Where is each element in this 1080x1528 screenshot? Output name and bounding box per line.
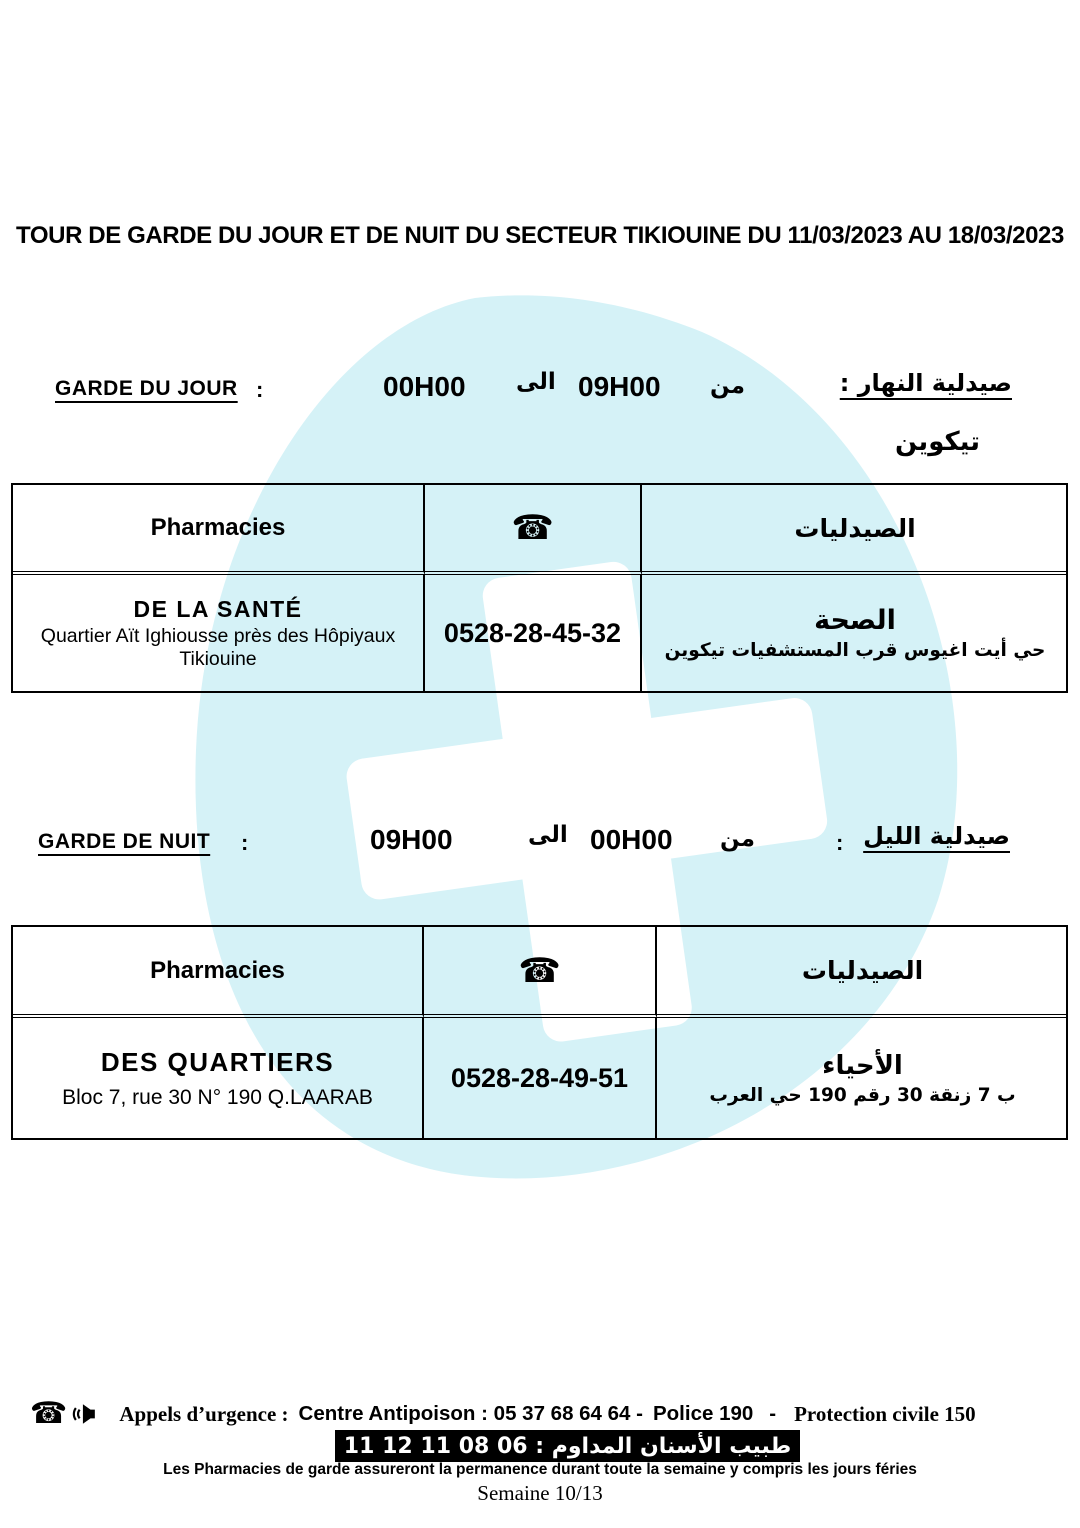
separator-dash: - (769, 1402, 777, 1425)
night-header-phone (424, 927, 657, 1018)
day-row-phone (425, 575, 642, 691)
pharmacy-address-ar: حي أيت اغيوس قرب المستشفيات تيكوين (664, 640, 1046, 661)
pharmacy-phone: 0528-28-45-32 (443, 617, 622, 648)
emergency-line (30, 1396, 1070, 1432)
night-colon-2: : (836, 830, 844, 855)
pharmacy-name-ar: الصحة (814, 605, 896, 636)
dentist-on-duty-banner: طبيب الأسنان المداوم : 06 08 11 12 11 (335, 1430, 800, 1462)
day-header-pharmacies: Pharmacies (13, 485, 425, 575)
day-header-phone (425, 485, 642, 575)
pharmacy-name: DES QUARTIERS (100, 1046, 335, 1077)
pharmacy-address-ar: ب 7 زنقة 30 رقم 190 حي العرب (709, 1084, 1016, 1106)
day-label-fr: GARDE DU JOUR (55, 377, 238, 400)
night-header-pharmacies: Pharmacies (13, 927, 424, 1018)
night-time-right: 00H00 (590, 824, 673, 855)
police-text: Police 190 (652, 1402, 754, 1425)
night-word-to: الى (528, 822, 568, 848)
pharmacy-phone: 0528-28-49-51 (450, 1062, 629, 1093)
day-shift-line (0, 365, 1080, 485)
antipoison-text: Centre Antipoison : 05 37 68 64 64 - (298, 1402, 643, 1425)
day-label-ar: صيدلية النهار : (839, 369, 1012, 397)
day-time-left: 00H00 (383, 371, 466, 402)
emergency-label: Appels d’urgence : (119, 1401, 289, 1426)
day-colon: : (256, 377, 264, 402)
day-header-pharmacies-ar: الصيدليات (642, 485, 1068, 575)
night-table (11, 925, 1068, 1140)
night-shift-line (0, 818, 1080, 938)
phone-icon: ☎ (30, 1396, 68, 1431)
night-row-phone (424, 1018, 657, 1138)
night-label-ar: صيدلية الليل (863, 822, 1010, 850)
night-time-left: 09H00 (370, 824, 453, 855)
civil-protection-text: Protection civile 150 (794, 1401, 976, 1426)
day-table (11, 483, 1068, 693)
speaker-icon (69, 1401, 99, 1427)
pharmacy-name-ar: الأحياء (822, 1050, 903, 1081)
telephone-icon: ☎ (518, 950, 561, 991)
pharmacy-address-2: Tikiouine (179, 647, 257, 670)
week-number: Semaine 10/13 (477, 1481, 603, 1505)
pharmacy-address: Quartier Aït Ighiousse près des Hôpiyaux (40, 624, 396, 647)
night-row-pharmacy-ar (657, 1018, 1068, 1138)
day-word-to: الى (516, 369, 556, 395)
permanence-note: Les Pharmacies de garde assureront la permanence durant toute la semaine y compris les jours féries (163, 1461, 917, 1478)
pharmacy-address: Bloc 7, rue 30 N° 190 Q.LAARAB (62, 1085, 373, 1109)
day-city-ar: تيكوين (895, 427, 980, 457)
night-header-pharmacies-ar: الصيدليات (657, 927, 1068, 1018)
night-row-pharmacy (13, 1018, 424, 1138)
page-title: TOUR DE GARDE DU JOUR ET DE NUIT DU SECTEUR TIKIOUINE DU 11/03/2023 AU 18/03/2023 (16, 222, 1064, 249)
telephone-icon: ☎ (511, 508, 554, 548)
day-word-from: من (710, 373, 745, 399)
day-time-right: 09H00 (578, 371, 661, 402)
night-colon: : (241, 830, 249, 855)
night-word-from: من (720, 826, 755, 852)
night-label-fr: GARDE DE NUIT (38, 830, 211, 853)
day-row-pharmacy-ar (642, 575, 1068, 691)
pharmacy-name: DE LA SANTÉ (133, 595, 303, 622)
day-row-pharmacy (13, 575, 425, 691)
